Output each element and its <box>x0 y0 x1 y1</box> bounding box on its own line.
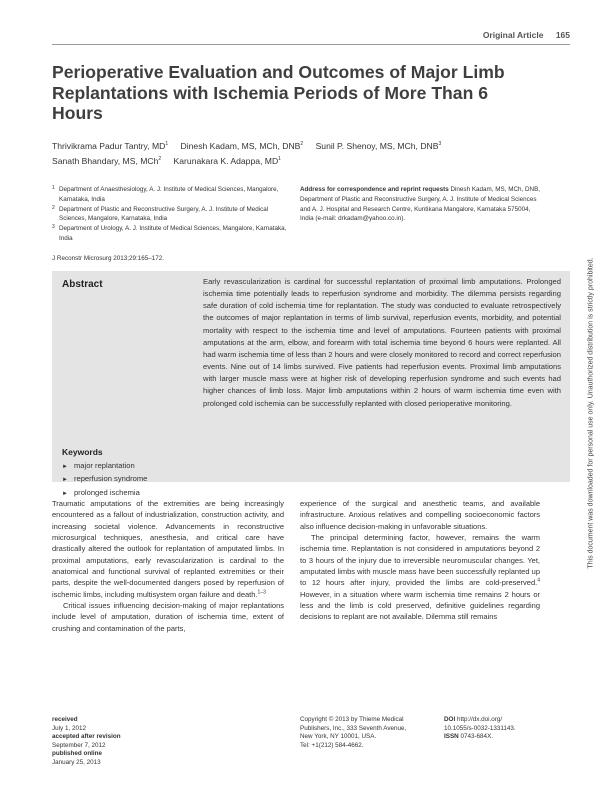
body-column-left <box>52 498 284 634</box>
header-rule <box>52 44 570 45</box>
body-paragraph: The principal determining factor, however, remains the warm ischemia time. Replantation is not considered in amputations beyond 2 to 3 hours of the injury due to irreversible neuromuscular changes. Yet, amputated limbs with muscle mass have been successfully replanted up to 12 hours after injury, provided the limbs are cold-preserved.$^4$ However, in a situation where warm ischemia time remains 2 hours or less and the limb is cold preserved, definitive guidelines regarding decisions to replant are not available. Dilemma still remains <box>300 533 540 622</box>
reference-mark: 4 <box>537 577 540 584</box>
author: Sunil P. Shenoy, MS, MCh, DNB$^3$ <box>315 141 442 151</box>
author: Thrivikrama Padur Tantry, $MD^1$ <box>52 141 169 151</box>
keywords-heading: Keywords <box>62 447 103 457</box>
keyword-item: ► reperfusion syndrome <box>62 473 147 486</box>
correspondence-label: Address for correspondence and reprint requests <box>300 186 449 193</box>
body-column-right <box>300 498 540 623</box>
author: Dinesh Kadam, MS, MCh, DNB$^2$ <box>180 141 304 151</box>
affiliation: 1 Department of Anaesthesiology, A. J. Institute of Medical Sciences, Mangalore, Karnataka, India <box>52 185 279 203</box>
body-paragraph: experience of the surgical and anesthetic teams, and available infrastructure. Anxious relatives and compelling socioeconomic factors also influence decision-making in unfavorable situations. <box>300 499 540 531</box>
keyword-item: ► major replantation <box>62 460 147 473</box>
article-title: Perioperative Evaluation and Outcomes of Major Limb Replantations with Ischemia Periods of More Than 6 Hours <box>52 62 505 123</box>
abstract-heading: Abstract <box>62 279 103 290</box>
body-paragraph: Traumatic amputations of the extremities are being increasingly encountered as a fallout of industrialization, construction activity, and increasing societal violence. Advancements in reconstructive microsurgical techniques, anesthesia, and critical care have drastically altered the outlook for replantation of amputated limbs. In proximal amputations, early revascularization is cardinal to the anatomical and functional survival of replanted extremities or their parts, despite the well-documented dangers posed by reperfusion of ischemic limbs, including multisystem organ failure and death.$^{1-3}$ <box>52 499 284 599</box>
reference-mark: 1–3 <box>257 589 266 596</box>
correspondence-address <box>300 185 545 224</box>
running-head <box>483 30 570 40</box>
section-label: Original Article <box>482 30 544 40</box>
doi-link[interactable]: http://dx.doi.org/ <box>456 716 503 723</box>
abstract-text: Early revascularization is cardinal for successful replantation of proximal limb amputations. Prolonged ischemia time potentially leads to reperfusion syndrome and morbidity. The dilemma persists regarding safe duration of cold ischemia time for replantation. The study was conducted to evaluate retrospectively the outcomes of major replantation in terms of limb survival, reperfusion events, morbidity, and potential mortality with respect to the ischemia time and level of amputations. Fourteen patients with proximal amputations at the arm, elbow, and forearm with total ischemia time beyond 6 hours were replanted. All had warm ischemia time of less than 2 hours and were closely monitored to record and correct reperfusion events. Nine out of 14 limbs survived. Five patients had reperfusion events. Proximal limb amputations with larger muscle mass were at higher risk of developing reperfusion syndrome and such events had higher chances of limb loss. Major limb amputations within 2 hours of warm ischemia time even with prolonged cold ischemia can be successfully replanted with closed perioperative monitoring. <box>203 277 561 408</box>
download-notice: This document was downloaded for personal use only. Unauthorized distribution is strictly prohibited. <box>587 257 595 569</box>
author: Karunakara K. Adappa, $MD^1$ <box>173 156 281 166</box>
journal-citation: J Reconstr Microsurg 2013;29:165–172. <box>52 255 165 262</box>
keyword-list <box>62 460 147 500</box>
affiliations <box>52 185 292 244</box>
affiliation: 3 Department of Urology, A. J. Institute of Medical Sciences, Mangalore, Karnataka, India <box>52 224 287 242</box>
page-number: 165 <box>555 30 570 40</box>
author-line-1 <box>52 139 552 154</box>
affiliation: 2 Department of Plastic and Reconstructive Surgery, A. J. Institute of Medical Sciences, Mangalore, Karnataka, India <box>52 204 269 223</box>
author-line-2 <box>52 154 552 169</box>
article-history: received July 1, 2012 accepted after revision September 7, 2012 published online January 25, 2013 <box>52 716 121 766</box>
copyright-notice: Copyright © 2013 by Thieme Medical Publishers, Inc., 333 Seventh Avenue, New York, NY 10001, USA. Tel: +1(212) 584-4662. <box>300 716 407 749</box>
correspondence-text: Dinesh Kadam, MS, MCh, DNB, Department of Plastic and Reconstructive Surgery, A. J. Institute of Medical Sciences and A. J. Hospital and Research Centre, Kuntikana Mangalore, Karnataka 575004, India (e-mail: drkadam@yahoo.co.in). <box>300 186 541 223</box>
keyword-item: ► prolonged ischemia <box>62 487 147 500</box>
author: Sanath Bhandary, MS, MCh$^2$ <box>52 156 162 166</box>
doi-issn: DOI http://dx.doi.org/ 10.1055/s-0032-1331143. ISSN 0743-684X. <box>444 716 516 741</box>
author-list <box>52 139 552 169</box>
body-paragraph: Critical issues influencing decision-making of major replantations include level of amputation, duration of ischemia time, extent of crushing and contamination of the parts, <box>52 601 284 633</box>
